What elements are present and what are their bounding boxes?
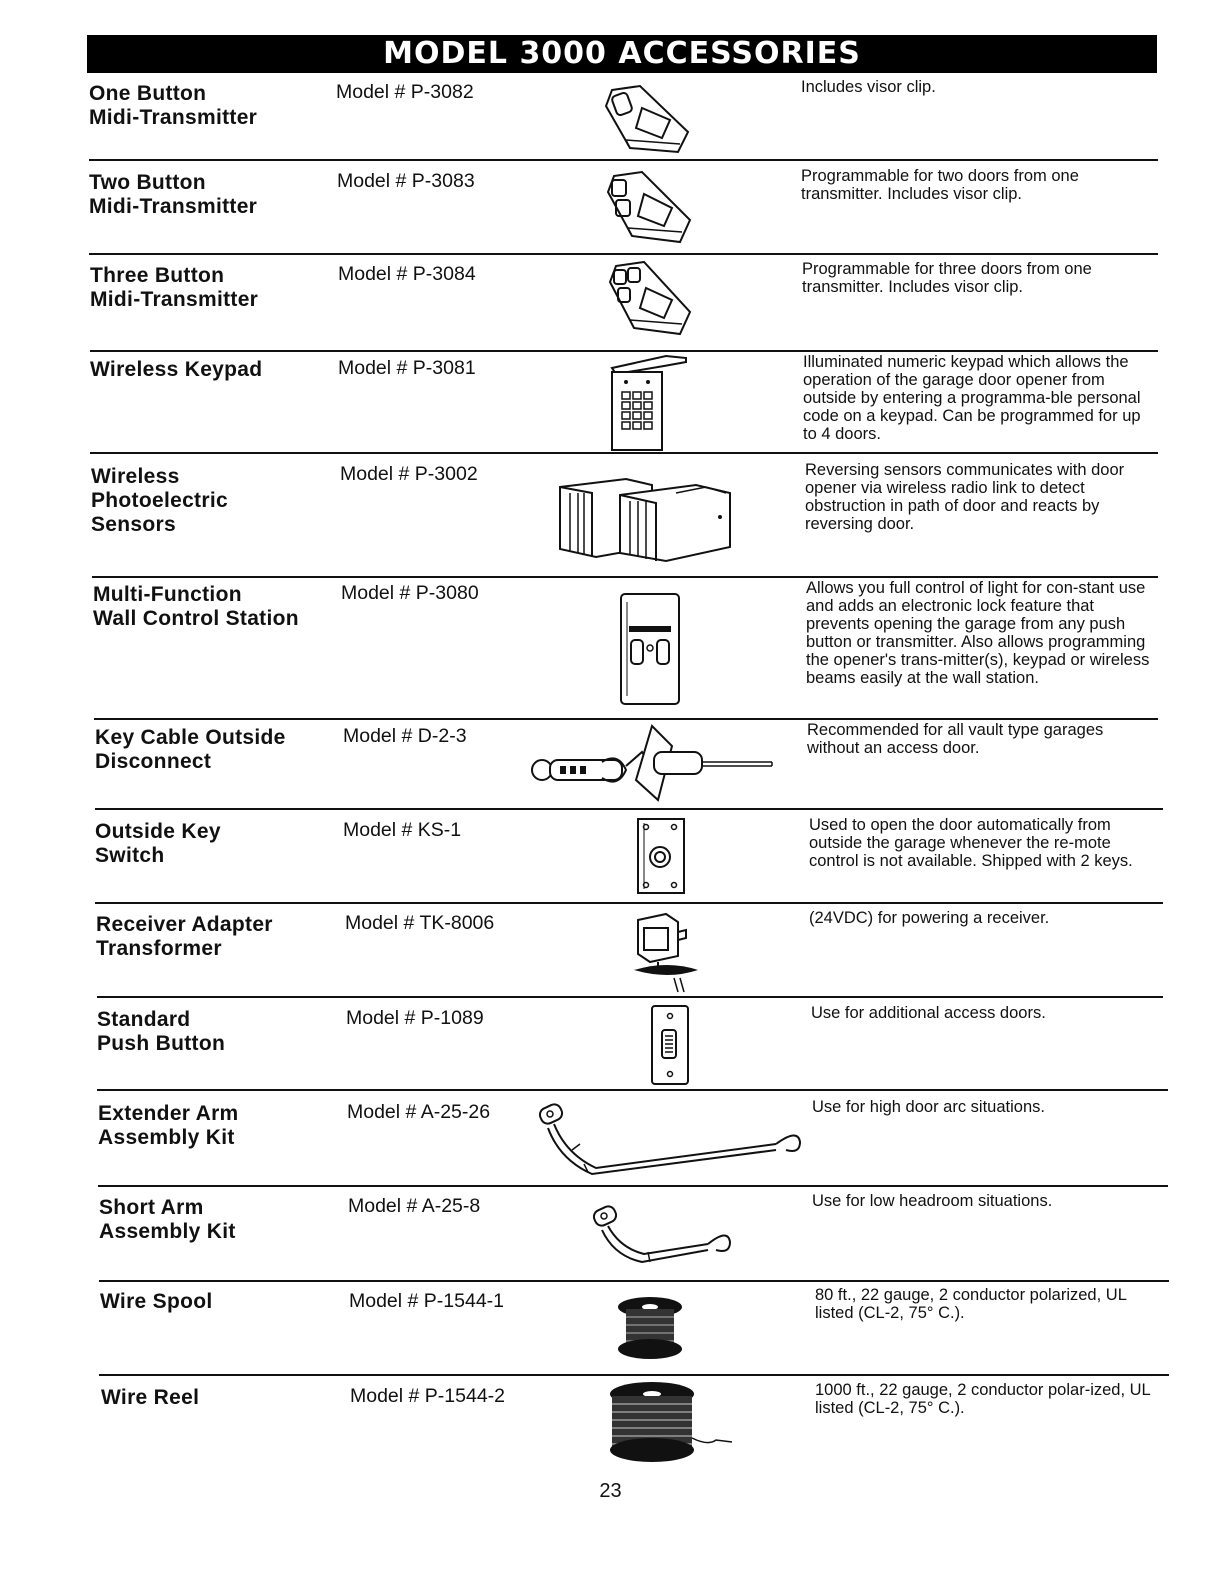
accessory-description: Use for high door arc situations. xyxy=(812,1098,1045,1116)
three-button-transmitter-icon xyxy=(604,258,699,338)
row-divider xyxy=(92,576,1158,578)
accessory-name: Short Arm Assembly Kit xyxy=(99,1196,236,1243)
short-arm-icon xyxy=(590,1200,735,1270)
push-button-icon xyxy=(648,1004,692,1088)
accessory-name: Outside Key Switch xyxy=(95,820,221,867)
accessory-description: Programmable for three doors from one transmitter. Includes visor clip. xyxy=(802,260,1092,296)
accessory-description: (24VDC) for powering a receiver. xyxy=(809,909,1050,927)
keypad-icon xyxy=(606,354,691,454)
row-divider xyxy=(95,808,1163,810)
accessory-name: Three Button Midi-Transmitter xyxy=(90,264,259,311)
accessory-description: Allows you full control of light for con-stant use and adds an electronic lock feature that prevents opening the garage from any push button or transmitter. Also allows programming the opener's trans-mitter(s), keypad or wireless beams easily at the wall station. xyxy=(806,579,1150,687)
wire-reel-icon xyxy=(604,1380,739,1465)
key-switch-icon xyxy=(630,815,690,897)
accessory-model: Model # KS-1 xyxy=(343,819,462,841)
row-divider xyxy=(97,996,1163,998)
accessory-description: 80 ft., 22 gauge, 2 conductor polarized, UL listed (CL-2, 75° C.). xyxy=(815,1286,1127,1322)
accessory-model: Model # A-25-26 xyxy=(347,1101,491,1123)
photo-sensors-icon xyxy=(556,465,736,565)
accessory-description: Recommended for all vault type garages without an access door. xyxy=(807,721,1104,757)
accessory-description: Programmable for two doors from one transmitter. Includes visor clip. xyxy=(801,167,1079,203)
extender-arm-icon xyxy=(536,1098,806,1178)
accessory-name: Multi-Function Wall Control Station xyxy=(93,583,299,630)
accessory-model: Model # P-3081 xyxy=(338,357,476,379)
row-divider xyxy=(94,718,1158,720)
accessory-model: Model # P-3082 xyxy=(336,81,474,103)
accessory-model: Model # P-3084 xyxy=(338,263,476,285)
accessory-name: Key Cable Outside Disconnect xyxy=(95,726,286,773)
wire-spool-icon xyxy=(612,1293,692,1365)
row-divider xyxy=(98,1185,1168,1187)
accessory-description: Used to open the door automatically from outside the garage whenever the re-mote control is not available. Shipped with 2 keys. xyxy=(809,816,1133,870)
accessory-model: Model # A-25-8 xyxy=(348,1195,481,1217)
accessory-model: Model # P-1089 xyxy=(346,1007,484,1029)
accessory-name: Wireless Keypad xyxy=(90,358,263,381)
row-divider xyxy=(97,1089,1168,1091)
accessory-name: Wireless Photoelectric Sensors xyxy=(91,465,228,536)
row-divider xyxy=(89,253,1158,255)
row-divider xyxy=(89,159,1158,161)
accessory-description: Use for low headroom situations. xyxy=(812,1192,1053,1210)
row-divider xyxy=(99,1280,1169,1282)
accessory-model: Model # P-3080 xyxy=(341,582,479,604)
accessory-model: Model # P-3083 xyxy=(337,170,475,192)
accessory-model: Model # D-2-3 xyxy=(343,725,467,747)
row-divider xyxy=(90,350,1158,352)
page-number: 23 xyxy=(599,1480,622,1502)
accessory-description: Illuminated numeric keypad which allows the operation of the garage door opener from outside by entering a programma-ble personal code on a keypad. Can be programmed for up to 4 doors. xyxy=(803,353,1141,443)
transformer-icon xyxy=(628,908,708,998)
accessory-model: Model # P-1544-1 xyxy=(349,1290,505,1312)
accessory-description: 1000 ft., 22 gauge, 2 conductor polar-ized, UL listed (CL-2, 75° C.). xyxy=(815,1381,1151,1417)
accessory-name: Wire Reel xyxy=(101,1386,200,1409)
row-divider xyxy=(99,1374,1169,1376)
accessory-name: Wire Spool xyxy=(100,1290,213,1313)
accessory-model: Model # P-3002 xyxy=(340,463,478,485)
row-divider xyxy=(95,902,1163,904)
accessory-name: Receiver Adapter Transformer xyxy=(96,913,273,960)
accessory-name: Standard Push Button xyxy=(97,1008,226,1055)
two-button-transmitter-icon xyxy=(602,168,697,246)
one-button-transmitter-icon xyxy=(600,82,695,157)
accessory-description: Reversing sensors communicates with door opener via wireless radio link to detect obstruction in path of door and reacts by reversing door. xyxy=(805,461,1125,533)
accessory-model: Model # TK-8006 xyxy=(345,912,495,934)
page-title: MODEL 3000 ACCESSORIES xyxy=(87,35,1157,73)
accessory-model: Model # P-1544-2 xyxy=(350,1385,506,1407)
accessory-name: One Button Midi-Transmitter xyxy=(89,82,258,129)
accessory-name: Two Button Midi-Transmitter xyxy=(89,171,258,218)
accessory-name: Extender Arm Assembly Kit xyxy=(98,1102,239,1149)
accessory-description: Use for additional access doors. xyxy=(811,1004,1046,1022)
key-cable-icon xyxy=(522,722,777,804)
wall-control-icon xyxy=(615,590,685,708)
accessory-description: Includes visor clip. xyxy=(801,78,936,96)
row-divider xyxy=(90,452,1158,454)
